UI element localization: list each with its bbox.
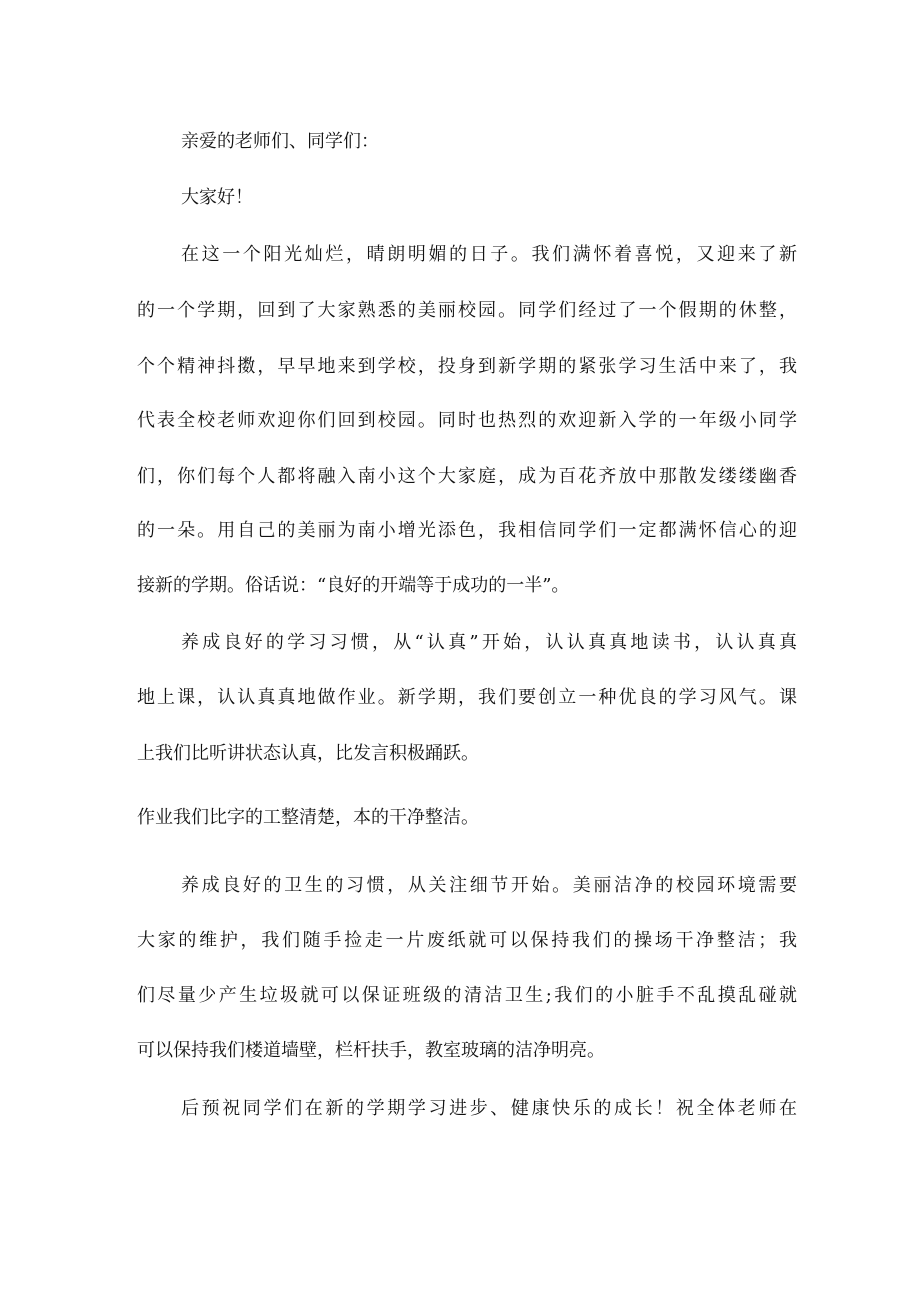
paragraph-2-line-1: 养成良好的学习习惯，从“认真”开始，认认真真地读书，认认真真 <box>181 632 797 653</box>
paragraph-5-line-1: 后预祝同学们在新的学期学习进步、健康快乐的成长！祝全体老师在 <box>181 1098 797 1119</box>
paragraph-1-line-7: 接新的学期。俗话说：“良好的开端等于成功的一半”。 <box>137 575 570 596</box>
paragraph-1-line-4: 代表全校老师欢迎你们回到校园。同时也热烈的欢迎新入学的一年级小同学 <box>137 410 797 431</box>
salutation: 亲爱的老师们、同学们： <box>181 131 379 152</box>
greeting: 大家好！ <box>181 187 253 208</box>
paragraph-1-line-1: 在这一个阳光灿烂，晴朗明媚的日子。我们满怀着喜悦，又迎来了新 <box>181 244 797 265</box>
paragraph-4-line-4: 可以保持我们楼道墙壁，栏杆扶手，教室玻璃的洁净明亮。 <box>137 1040 605 1061</box>
paragraph-1-line-2: 的一个学期，回到了大家熟悉的美丽校园。同学们经过了一个假期的休整， <box>137 300 797 321</box>
paragraph-4-line-1: 养成良好的卫生的习惯，从关注细节开始。美丽洁净的校园环境需要 <box>181 875 797 896</box>
paragraph-3-line-1: 作业我们比字的工整清楚，本的干净整洁。 <box>137 807 479 828</box>
paragraph-4-line-3: 们尽量少产生垃圾就可以保证班级的清洁卫生;我们的小脏手不乱摸乱碰就 <box>137 985 797 1006</box>
paragraph-4-line-2: 大家的维护，我们随手捡走一片废纸就可以保持我们的操场干净整洁；我 <box>137 930 797 951</box>
paragraph-1-line-5: 们，你们每个人都将融入南小这个大家庭，成为百花齐放中那散发缕缕幽香 <box>137 466 797 487</box>
paragraph-1-line-6: 的一朵。用自己的美丽为南小增光添色，我相信同学们一定都满怀信心的迎 <box>137 520 797 541</box>
paragraph-2-line-3: 上我们比听讲状态认真，比发言积极踊跃。 <box>137 743 479 764</box>
paragraph-1-line-3: 个个精神抖擞，早早地来到学校，投身到新学期的紧张学习生活中来了，我 <box>137 356 797 377</box>
paragraph-2-line-2: 地上课，认认真真地做作业。新学期，我们要创立一种优良的学习风气。课 <box>137 687 797 708</box>
